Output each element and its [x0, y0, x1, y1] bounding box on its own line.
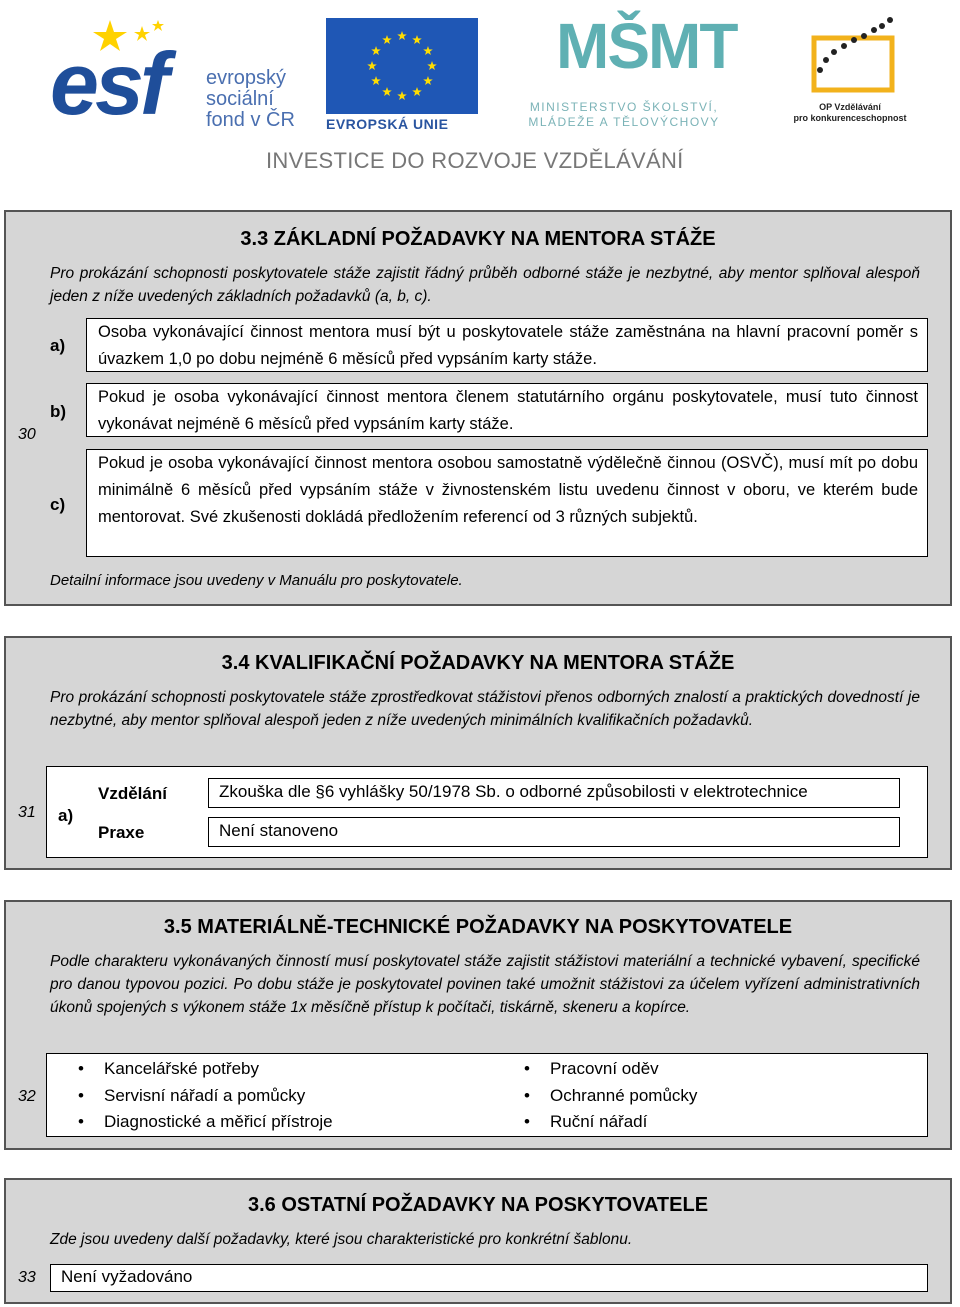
item-letter: a) [50, 336, 66, 355]
list-item: • Ochranné pomůcky [550, 1083, 697, 1109]
eu-flag-icon [326, 18, 478, 114]
op-caption-line: pro konkurenceschopnost [793, 113, 907, 123]
row-number: 32 [18, 1088, 36, 1105]
list-item: • Ruční nářadí [550, 1109, 647, 1135]
row-number: 30 [18, 426, 36, 443]
section-intro: Zde jsou uvedeny další požadavky, které jsou charakteristické pro konkrétní šablonu. [50, 1231, 633, 1248]
section-intro: Podle charakteru vykonávaných činností musí poskytovatel stáže zajistit stážistovi materiální a technické vybavení, specifické pro danou typovou pozici. Po dobu stáže je poskytovatel povinen také umožnit stážistovi za účelem vyřízení administrativních úkonů spojených s výkonem stáže 1x měsíčně přístup k počítači, tiskárně, skeneru a kopírce. [50, 953, 920, 1016]
op-logo-icon [804, 14, 904, 98]
section-title: 3.3 ZÁKLADNÍ POŽADAVKY NA MENTORA STÁŽE [240, 228, 716, 250]
msmt-logo [494, 10, 754, 134]
esf-caption-line: sociální [206, 88, 274, 110]
op-caption [764, 102, 936, 124]
requirement-text: Osoba vykonávající činnost mentora musí být u poskytovatele stáže zaměstnána na hlavní pracovní poměr s úvazkem 1,0 po dobu nejméně 6 měsíců před vypsáním karty stáže. [98, 323, 918, 368]
esf-logo-text: esf [50, 34, 166, 133]
section-note: Detailní informace jsou uvedeny v Manuálu pro poskytovatele. [50, 572, 463, 589]
requirement-text: Pokud je osoba vykonávající činnost mentora osobou samostatně výdělečně činnou (OSVČ), musí mít po dobu minimálně 6 měsíců před vypsáním stáže v živnostenském listu uvedenu činnost v oboru, ve kterém bude mentorovat. Své zkušenosti dokládá předložením referencí od 3 různých subjektů. [98, 454, 918, 526]
section-3-6 [4, 1178, 952, 1304]
list-item: • Kancelářské potřeby [104, 1056, 259, 1082]
msmt-logo-text: MŠMT [556, 10, 737, 82]
op-caption-line: OP Vzdělávání [819, 102, 881, 112]
msmt-caption-line: MLÁDEŽE A TĚLOVÝCHOVY [528, 115, 720, 129]
requirement-text: Pokud je osoba vykonávající činnost mentora členem statutárního orgánu poskytovatele, musí tuto činnost vykonávat nejméně 6 měsíců před vypsáním karty stáže. [98, 388, 918, 433]
eu-caption: EVROPSKÁ UNIE [326, 116, 449, 132]
esf-caption-line: fond v ČR [206, 109, 295, 131]
practice-label: Praxe [98, 823, 145, 842]
msmt-caption [494, 100, 754, 130]
item-letter: a) [58, 806, 74, 825]
section-3-5 [4, 900, 952, 1150]
esf-logo [50, 14, 320, 134]
row-number: 31 [18, 804, 36, 821]
item-letter: b) [50, 402, 67, 421]
section-intro: Pro prokázání schopnosti poskytovatele stáže zajistit řádný průběh odborné stáže je nezbytné, aby mentor splňoval alespoň jeden z níže uvedených základních požadavků (a, b, c). [50, 265, 920, 305]
section-3-3 [4, 210, 952, 606]
section-title: 3.5 MATERIÁLNĚ-TECHNICKÉ POŽADAVKY NA POSKYTOVATELE [163, 916, 793, 938]
section-intro: Pro prokázání schopnosti poskytovatele stáže zprostředkovat stážistovi přenos odborných znalostí a praktických dovedností je nezbytné, aby mentor splňoval alespoň jeden z níže uvedených minimálních kvalifikačních požadavků. [50, 689, 920, 729]
item-letter: c) [50, 495, 66, 514]
section-3-4 [4, 636, 952, 870]
eu-logo [326, 18, 486, 133]
msmt-caption-line: MINISTERSTVO ŠKOLSTVÍ, [529, 100, 719, 114]
section-title: 3.4 KVALIFIKAČNÍ POŽADAVKY NA MENTORA STÁŽE [221, 652, 735, 674]
practice-value: Není stanoveno [208, 817, 900, 847]
list-item: • Servisní nářadí a pomůcky [104, 1083, 305, 1109]
other-requirements-value: Není vyžadováno [50, 1264, 928, 1292]
list-item: • Diagnostické a měřicí přístroje [104, 1109, 333, 1135]
esf-caption [206, 68, 295, 131]
education-label: Vzdělání [98, 784, 167, 803]
row-number: 33 [18, 1269, 36, 1286]
tagline: INVESTICE DO ROZVOJE VZDĚLÁVÁNÍ [266, 148, 684, 173]
section-title: 3.6 OSTATNÍ POŽADAVKY NA POSKYTOVATELE [247, 1194, 709, 1216]
op-logo [764, 14, 936, 134]
esf-caption-line: evropský [206, 67, 287, 89]
education-value: Zkouška dle §6 vyhlášky 50/1978 Sb. o odborné způsobilosti v elektrotechnice [208, 778, 900, 808]
list-item: • Pracovní oděv [550, 1056, 659, 1082]
